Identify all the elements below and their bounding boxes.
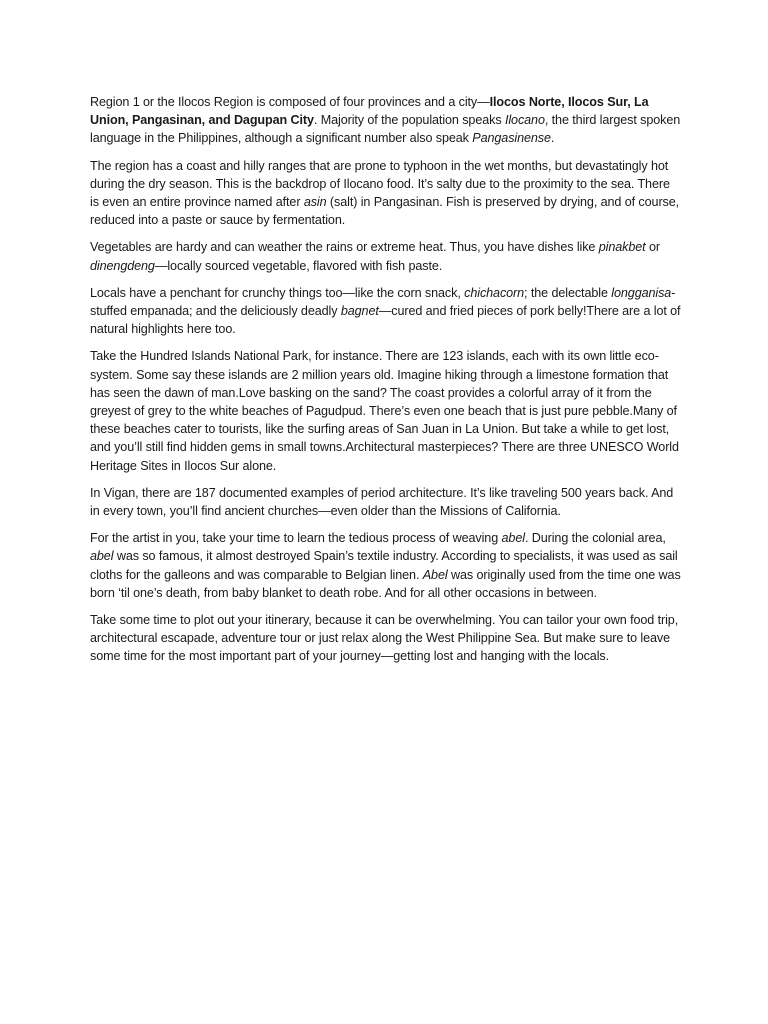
text-run: Take the Hundred Islands National Park, for instance. There are 123 islands, each with its own little eco-system. Some say these islands are 2 million years old. Imagine hiking through a limestone formation that has seen the dawn of man.Love basking on the sand? The coast provides a colorful array of it from the greyest of grey to the white beaches of Pagudpud. There’s even one beach that is just pure pebble.Many of these beaches cater to tourists, like the surfing areas of San Juan in La Union. But take a while to get lost, and you’ll still find hidden gems in small towns.Architectural masterpieces? There are three UNESCO World Heritage Sites in Ilocos Sur alone.	[90, 349, 679, 473]
text-run: . Majority of the population speaks	[313, 113, 505, 128]
italic-text: pinakbet	[598, 240, 646, 255]
italic-text: bagnet	[340, 304, 379, 319]
paragraph	[90, 484, 682, 520]
text-run: .	[550, 131, 555, 146]
italic-text: Pangasinense	[472, 131, 551, 146]
paragraph	[90, 238, 682, 274]
text-run: was originally used from the time one was born ‘til one’s death, from baby blanket to death robe. And for all other occasions in between.	[90, 567, 681, 600]
text-run: For the artist in you, take your time to learn the tedious process of weaving	[90, 531, 502, 546]
paragraph	[90, 93, 682, 148]
italic-text: abel	[90, 549, 114, 564]
text-run: . During the colonial area,	[524, 531, 666, 546]
text-run: -stuffed empanada; and the deliciously deadly	[90, 285, 676, 319]
text-run: , the third largest spoken language in the Philippines, although a significant number also speak	[90, 113, 681, 146]
italic-text: dinengdeng	[90, 258, 155, 273]
text-run: Locals have a penchant for crunchy things too—like the corn snack,	[90, 285, 465, 300]
document-page	[90, 93, 682, 675]
text-run: ; the delectable	[524, 285, 612, 300]
italic-text: Ilocano	[504, 113, 545, 128]
text-run: Region 1 or the Ilocos Region is composed of four provinces and a city—	[90, 95, 490, 109]
text-run: —cured and fried pieces of pork belly!There are a lot of natural highlights here too.	[90, 304, 681, 337]
paragraph	[90, 157, 682, 230]
text-run: Vegetables are hardy and can weather the rains or extreme heat. Thus, you have dishes like	[90, 240, 599, 255]
italic-text: Abel	[422, 567, 448, 582]
italic-text: chichacorn	[464, 285, 525, 300]
paragraph	[90, 347, 682, 474]
italic-text: longganisa	[611, 285, 672, 300]
text-run: was so famous, it almost destroyed Spain’s textile industry. According to specialists, it was used as sail cloths for the galleons and was comparable to Belgian linen.	[90, 549, 678, 582]
italic-text: abel	[501, 531, 525, 546]
paragraph	[90, 611, 682, 666]
text-run: In Vigan, there are 187 documented examples of period architecture. It’s like traveling 500 years back. And in every town, you’ll find ancient churches—even older than the Missions of California.	[90, 485, 674, 519]
bold-text: Ilocos Norte, Ilocos Sur, La Union, Pangasinan, and Dagupan City	[90, 95, 649, 128]
text-run: —locally sourced vegetable, flavored with fish paste.	[154, 258, 443, 273]
text-run: (salt) in Pangasinan. Fish is preserved by drying, and of course, reduced into a paste or sauce by fermentation.	[90, 195, 680, 228]
paragraph	[90, 284, 682, 339]
text-run: Take some time to plot out your itinerary, because it can be overwhelming. You can tailor your own food trip, architectural escapade, adventure tour or just relax along the West Philippine Sea. But make sure to leave some time for the most important part of your journey—getting lost and hanging with the locals.	[90, 613, 679, 664]
text-run: or	[645, 240, 660, 255]
paragraph	[90, 529, 682, 602]
italic-text: asin	[303, 195, 327, 210]
text-run: The region has a coast and hilly ranges that are prone to typhoon in the wet months, but devastatingly hot during the dry season. This is the backdrop of Ilocano food. It’s salty due to the proximity to the sea. There is even an entire province named after	[90, 158, 670, 210]
